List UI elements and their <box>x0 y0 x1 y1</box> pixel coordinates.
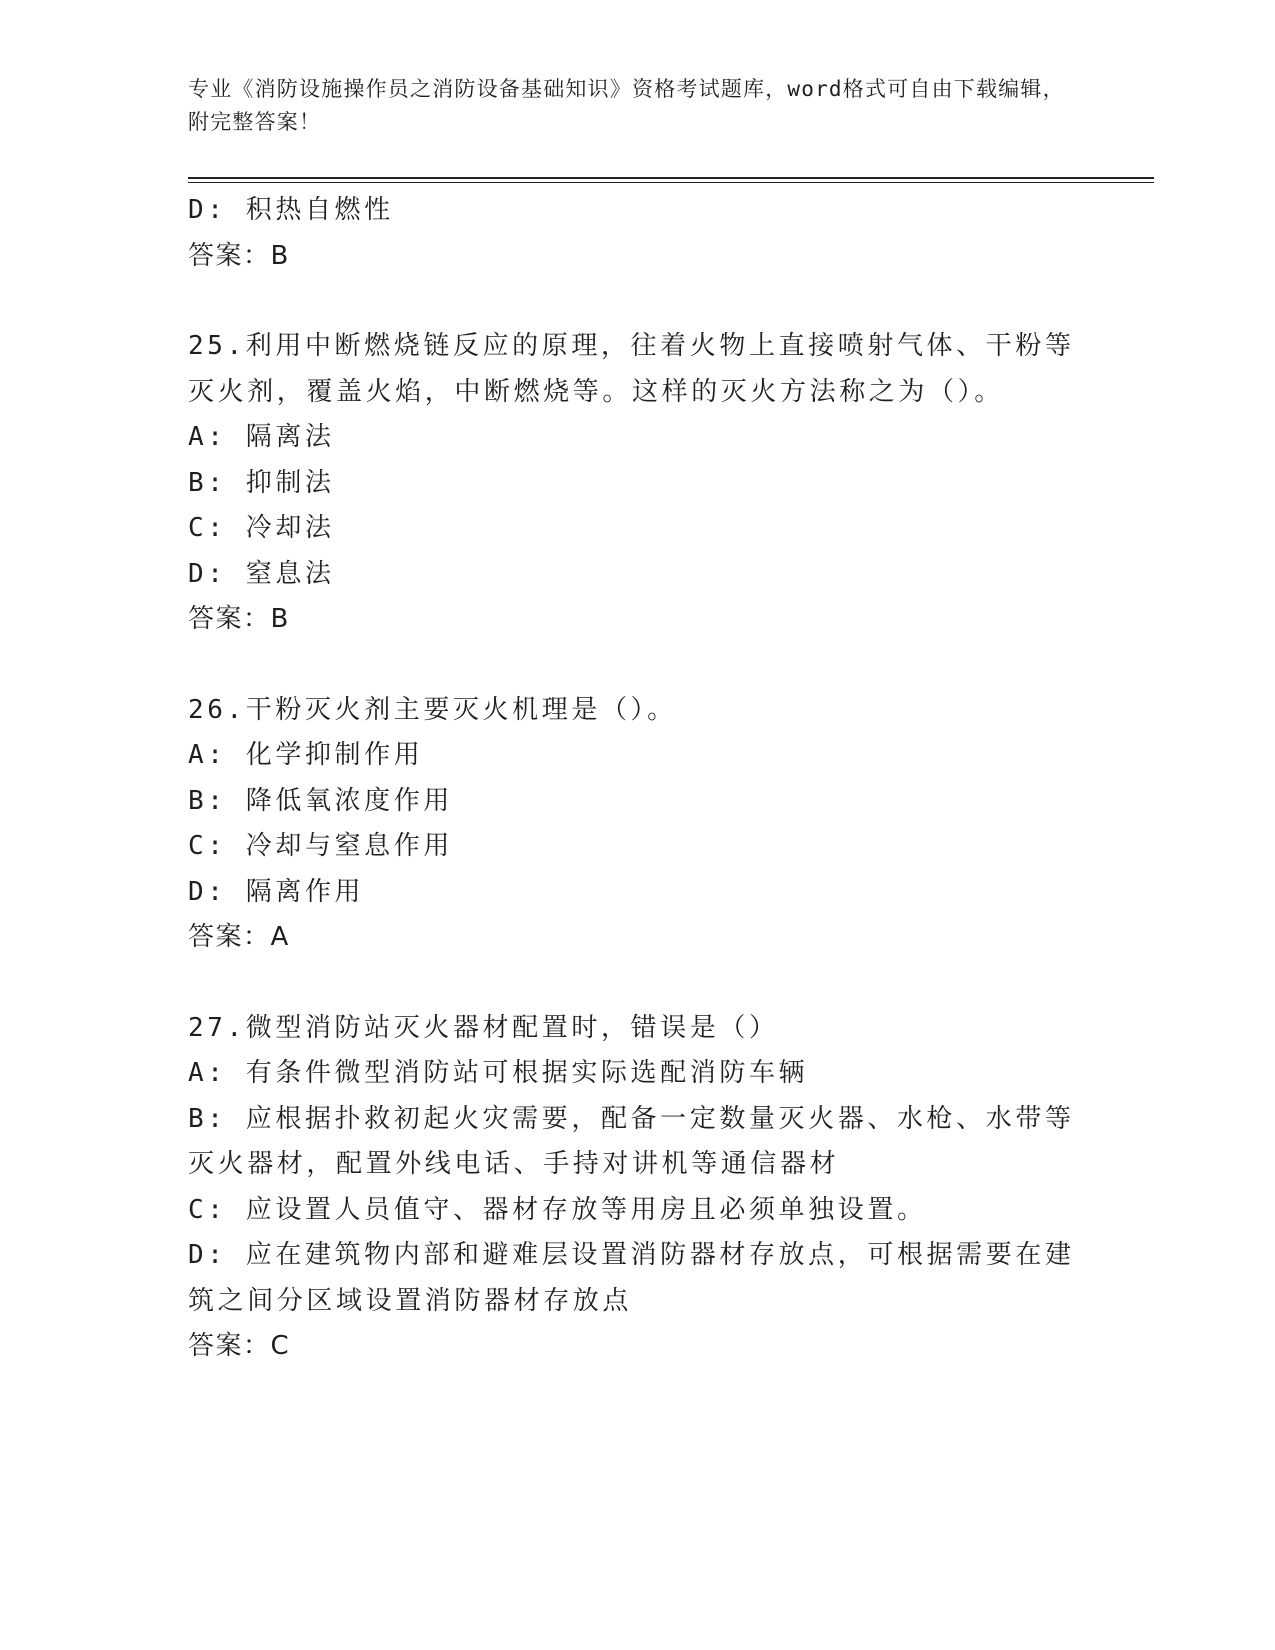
option-d: D: 应在建筑物内部和避难层设置消防器材存放点，可根据需要在建筑之间分区域设置消防器材存放点 <box>188 1240 1075 1316</box>
section-spacer <box>188 279 1078 324</box>
option-d: D: 积热自燃性 <box>188 195 394 225</box>
option-c: C: 冷却法 <box>188 513 335 543</box>
option-b: B: 应根据扑救初起火灾需要，配备一定数量灭火器、水枪、水带等灭火器材，配置外线电话、手持对讲机等通信器材 <box>188 1103 1075 1179</box>
question-content <box>188 188 1078 1370</box>
answer-line: 答案：C <box>188 1331 291 1361</box>
question-stem: 25.利用中断燃烧链反应的原理，往着火物上直接喷射气体、干粉等灭火剂，覆盖火焰，中断燃烧等。这样的灭火方法称之为（）。 <box>188 331 1075 407</box>
question-stem: 27.微型消防站灭火器材配置时，错误是（） <box>188 1012 779 1043</box>
question-stem: 26.干粉灭火剂主要灭火机理是（）。 <box>188 694 677 725</box>
answer-line: 答案：A <box>188 922 290 952</box>
option-d: D: 窒息法 <box>188 558 335 589</box>
option-a: A: 有条件微型消防站可根据实际选配消防车辆 <box>188 1058 809 1088</box>
question-25 <box>188 324 1078 643</box>
answer-line: 答案：B <box>188 240 290 271</box>
section-spacer <box>188 643 1078 688</box>
previous-question-tail <box>188 188 1078 279</box>
option-b: B: 抑制法 <box>188 467 335 498</box>
answer-line: 答案：B <box>188 604 290 634</box>
option-a: A: 化学抑制作用 <box>188 740 424 770</box>
header-rule-thick <box>188 177 1154 179</box>
document-header: 专业《消防设施操作员之消防设备基础知识》资格考试题库，word格式可自由下载编辑，附完整答案！ <box>188 77 1065 134</box>
option-c: C: 应设置人员值守、器材存放等用房且必须单独设置。 <box>188 1194 927 1225</box>
option-a: A: 隔离法 <box>188 422 335 452</box>
section-spacer <box>188 961 1078 1006</box>
option-c: C: 冷却与窒息作用 <box>188 831 453 861</box>
option-d: D: 隔离作用 <box>188 876 365 907</box>
question-26 <box>188 688 1078 961</box>
header-rule-thin <box>188 182 1154 183</box>
option-b: B: 降低氧浓度作用 <box>188 785 453 816</box>
question-27 <box>188 1006 1078 1370</box>
